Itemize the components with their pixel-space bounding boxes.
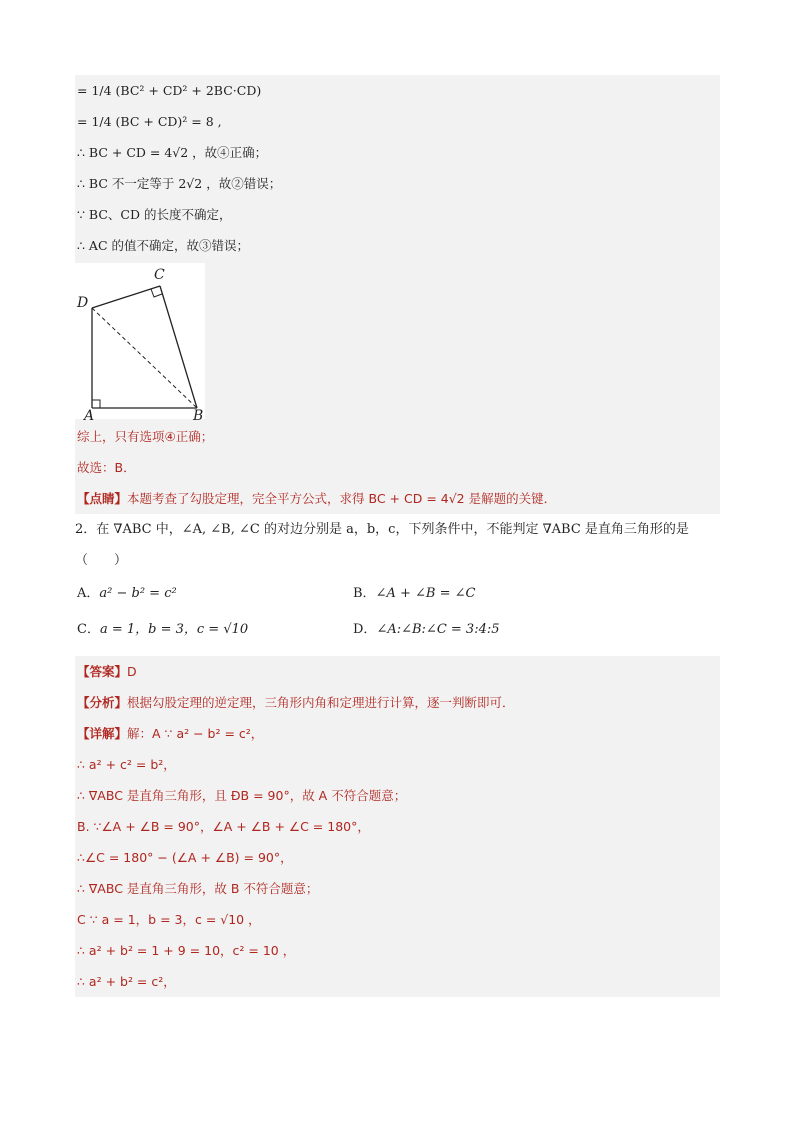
question-2-stem: 2．在 ∇ABC 中，∠A, ∠B, ∠C 的对边分别是 a，b，c，下列条件中，不能判定 ∇ABC 是直角三角形的是	[75, 522, 689, 537]
question-2-paren: （ ）	[75, 553, 128, 568]
options-row-2	[75, 612, 720, 648]
quadrilateral-figure	[75, 261, 720, 421]
detail-line-6: ∴ ∇ABC 是直角三角形，故 B 不符合题意；	[75, 873, 720, 904]
solution-line-2: = 1/4 (BC + CD)² = 8 ,	[75, 106, 720, 137]
choice-line: 故选：B．	[75, 452, 720, 483]
answer-line	[75, 656, 720, 687]
solution-line-6: ∴ AC 的值不确定，故③错误；	[75, 230, 720, 261]
analysis-text: 根据勾股定理的逆定理，三角形内角和定理进行计算，逐一判断即可．	[127, 695, 515, 710]
option-d: D．∠A:∠B:∠C = 3:4:5	[353, 622, 500, 637]
comment-tag: 【点睛】	[77, 491, 128, 506]
detail-line-2: ∴ a² + c² = b²，	[75, 749, 720, 780]
detail-line-3: ∴ ∇ABC 是直角三角形，且 ÐB = 90°，故 A 不符合题意；	[75, 780, 720, 811]
comment-text: 本题考查了勾股定理，完全平方公式，求得 BC + CD = 4√2 是解题的关键．	[127, 491, 557, 506]
solution-line-3: ∴ BC + CD = 4√2 ，故④正确；	[75, 137, 720, 168]
comment-line	[75, 483, 720, 514]
detail-tag: 【详解】	[77, 726, 128, 741]
detail-line-5: ∴∠C = 180° − (∠A + ∠B) = 90°，	[75, 842, 720, 873]
detail-line-9: ∴ a² + b² = c²，	[75, 966, 720, 997]
vertex-label-c: C	[154, 267, 165, 283]
analysis-line	[75, 687, 720, 718]
solution-line-1: = 1/4 (BC² + CD² + 2BC·CD)	[75, 75, 720, 106]
option-b: B．∠A + ∠B = ∠C	[353, 586, 476, 601]
vertex-label-d: D	[77, 295, 89, 311]
options-row-1	[75, 576, 720, 612]
answer-value: D	[127, 664, 137, 679]
option-a: A．a² − b² = c²	[77, 586, 177, 601]
conclusion-line: 综上，只有选项④正确；	[75, 421, 720, 452]
vertex-label-a: A	[84, 408, 95, 421]
solution-line-5: ∵ BC、CD 的长度不确定，	[75, 199, 720, 230]
document-page	[75, 75, 720, 997]
option-c: C．a = 1，b = 3，c = √10	[77, 622, 249, 637]
analysis-tag: 【分析】	[77, 695, 128, 710]
detail-line-4: B. ∵∠A + ∠B = 90°，∠A + ∠B + ∠C = 180°，	[75, 811, 720, 842]
vertex-label-b: B	[193, 408, 204, 421]
detail-line-8: ∴ a² + b² = 1 + 9 = 10，c² = 10 ，	[75, 935, 720, 966]
detail-line-1	[75, 718, 720, 749]
answer-tag: 【答案】	[77, 664, 128, 679]
detail-line-7: C ∵ a = 1，b = 3，c = √10 ，	[75, 904, 720, 935]
detail-text-1: 解：A ∵ a² − b² = c²，	[127, 726, 264, 741]
solution-line-4: ∴ BC 不一定等于 2√2 ，故②错误；	[75, 168, 720, 199]
